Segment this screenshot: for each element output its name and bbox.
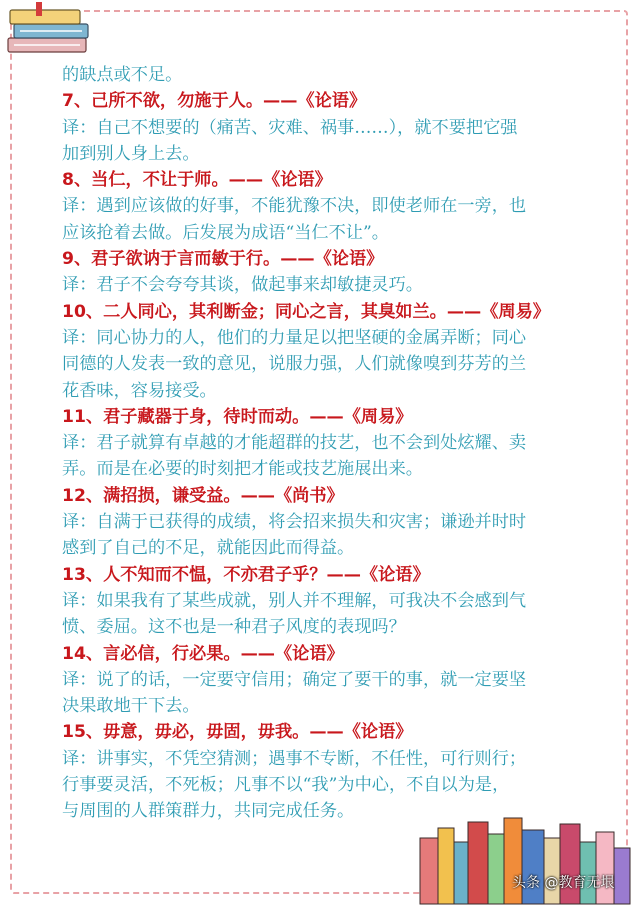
translation-line: 感到了自己的不足，就能因此而得益。 — [62, 538, 355, 559]
translation-line: 译：遇到应该做的好事，不能犹豫不决，即使老师在一旁，也 — [62, 196, 527, 217]
translation-line: 译：君子不会夸夸其谈，做起事来却敏捷灵巧。 — [62, 275, 423, 296]
translation-line: 的缺点或不足。 — [62, 65, 183, 85]
quote-heading: 10、二人同心，其利断金；同心之言，其臭如兰。——《周易》 — [62, 301, 550, 322]
translation-line: 愤、委屈。这不也是一种君子风度的表现吗？ — [62, 617, 406, 638]
translation-line: 行事要灵活，不死板；凡事不以“我”为中心，不自以为是， — [62, 775, 510, 796]
translation-line: 弄。而是在必要的时刻把才能或技艺施展出来。 — [62, 459, 423, 480]
translation-line: 加到别人身上去。 — [62, 143, 200, 164]
translation-line: 决果敢地干下去。 — [62, 696, 200, 717]
translation-line: 译：君子就算有卓越的才能超群的技艺，也不会到处炫耀、卖 — [62, 433, 527, 454]
translation-line: 译：自满于已获得的成绩，将会招来损失和灾害；谦逊并时时 — [62, 512, 527, 533]
quote-heading: 13、人不知而不愠，不亦君子乎？——《论语》 — [62, 564, 430, 585]
translation-line: 译：如果我有了某些成就，别人并不理解，可我决不会感到气 — [62, 590, 527, 611]
translation-line: 译：自己不想要的（痛苦、灾难、祸事……），就不要把它强 — [62, 117, 518, 138]
source-watermark: 头条 @教育无垠 — [512, 875, 615, 891]
quote-heading: 9、君子欲讷于言而敏于行。——《论语》 — [62, 249, 384, 270]
translation-line: 花香味，容易接受。 — [62, 380, 217, 401]
quote-heading: 14、言必信，行必果。——《论语》 — [62, 643, 344, 664]
quote-heading: 15、毋意，毋必，毋固，毋我。——《论语》 — [62, 722, 413, 743]
translation-line: 与周围的人群策群力，共同完成任务。 — [62, 801, 355, 822]
quote-heading: 11、君子藏器于身，待时而动。——《周易》 — [62, 406, 413, 427]
books-stack-illustration — [0, 0, 100, 62]
quote-heading: 12、满招损，谦受益。——《尚书》 — [62, 485, 344, 506]
quote-heading: 8、当仁，不让于师。——《论语》 — [62, 170, 332, 191]
translation-line: 同德的人发表一致的意见，说服力强，人们就像嗅到芬芳的兰 — [62, 354, 527, 375]
quote-heading: 7、己所不欲，勿施于人。——《论语》 — [62, 91, 367, 112]
translation-line: 应该抢着去做。后发展为成语“当仁不让”。 — [62, 222, 389, 243]
quotes-list — [62, 62, 602, 825]
translation-line: 译：同心协力的人，他们的力量足以把坚硬的金属弄断；同心 — [62, 327, 527, 348]
translation-line: 译：讲事实，不凭空猜测；遇事不专断，不任性，可行则行； — [62, 748, 527, 769]
translation-line: 译：说了的话，一定要守信用；确定了要干的事，就一定要坚 — [62, 669, 527, 690]
